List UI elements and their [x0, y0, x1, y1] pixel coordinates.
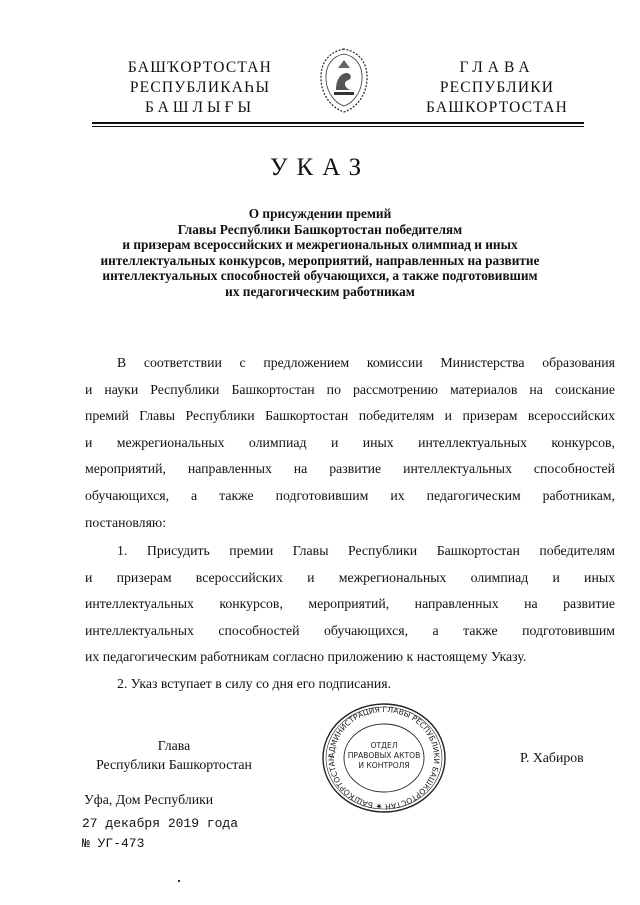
document-title: УКАЗ: [269, 154, 371, 181]
stamp-center-text: [344, 741, 424, 771]
subject-line: и призерам всероссийских и межрегиональных олимпиад и иных: [122, 237, 518, 253]
decree-number: № УГ-473: [82, 836, 145, 851]
preamble-line: постановляю:: [85, 514, 167, 530]
header-right-russian: [412, 58, 582, 118]
signing-date: 27 декабря 2019 года: [82, 816, 239, 831]
preamble-line: обучающихся, а также подготовившим их педагогическим работникам,: [85, 487, 615, 503]
item-1-line: интеллектуальных конкурсов, мероприятий, направленных на развитие: [85, 596, 615, 612]
signatory-position-line: Глава: [157, 738, 191, 753]
header-rule-thick: [92, 122, 584, 124]
subject-line: интеллектуальных способностей обучающихся, а также подготовившим: [102, 268, 538, 284]
preamble-line: мероприятий, направленных на развитие интеллектуальных способностей: [85, 461, 615, 477]
stamp-ring-text: АДМИНИСТРАЦИЯ ГЛАВЫ РЕСПУБЛИКИ БАШКОРТОСТАН ★ БАШҠОРТОСТАН: [326, 704, 442, 812]
preamble-line: и межрегиональных олимпиад и иных интеллектуальных конкурсов,: [85, 434, 615, 450]
preamble-line: премий Главы Республики Башкортостан победителям и призерам всероссийских: [85, 408, 615, 424]
stamp-center-line: ОТДЕЛ: [370, 741, 398, 750]
stamp-center-line: ПРАВОВЫХ АКТОВ: [347, 751, 421, 760]
item-1-paragraph: [85, 538, 615, 671]
header-left-line: РЕСПУБЛИКАҺЫ: [129, 79, 271, 96]
official-stamp: [320, 702, 448, 814]
decree-subject: [60, 206, 580, 300]
signatory-name: Р. Хабиров: [520, 750, 584, 765]
item-1-line: их педагогическим работникам согласно приложению к настоящему Указу.: [85, 649, 527, 665]
stamp-center-line: И КОНТРОЛЯ: [358, 761, 410, 770]
signatory-position-line: Республики Башкортостан: [96, 757, 252, 772]
item-1-line: и призерам всероссийских и межрегиональных олимпиад и иных: [85, 569, 615, 585]
subject-line: О присуждении премий: [248, 206, 392, 221]
header-right-line: ГЛАВА: [459, 59, 535, 76]
signatory-position: [74, 736, 274, 774]
coat-of-arms-emblem: [314, 46, 374, 114]
preamble-paragraph: [85, 350, 615, 536]
item-1-line: 1. Присудить премии Главы Республики Башкортостан победителям: [117, 543, 615, 558]
header-rule-thin: [92, 126, 584, 127]
signing-place: Уфа, Дом Республики: [84, 792, 214, 807]
header-left-bashkir: [110, 58, 290, 118]
header-left-line: БАШЛЫҒЫ: [144, 99, 256, 116]
header-left-line: БАШҠОРТОСТАН: [127, 59, 273, 76]
scan-speck: [178, 880, 180, 882]
preamble-line: В соответствии с предложением комиссии Министерства образования: [117, 355, 615, 370]
subject-line: их педагогическим работникам: [225, 283, 415, 299]
item-2-line: 2. Указ вступает в силу со дня его подписания.: [117, 676, 392, 691]
header-right-line: РЕСПУБЛИКИ: [439, 79, 555, 96]
subject-line: интеллектуальных конкурсов, мероприятий, направленных на развитие: [100, 252, 540, 268]
preamble-line: и науки Республики Башкортостан по рассмотрению материалов на соискание: [85, 381, 615, 397]
header-right-line: БАШКОРТОСТАН: [426, 99, 568, 116]
item-1-line: интеллектуальных способностей обучающихся, а также подготовившим: [85, 622, 615, 638]
subject-line: Главы Республики Башкортостан победителям: [177, 221, 463, 237]
item-2-paragraph: [117, 671, 597, 698]
